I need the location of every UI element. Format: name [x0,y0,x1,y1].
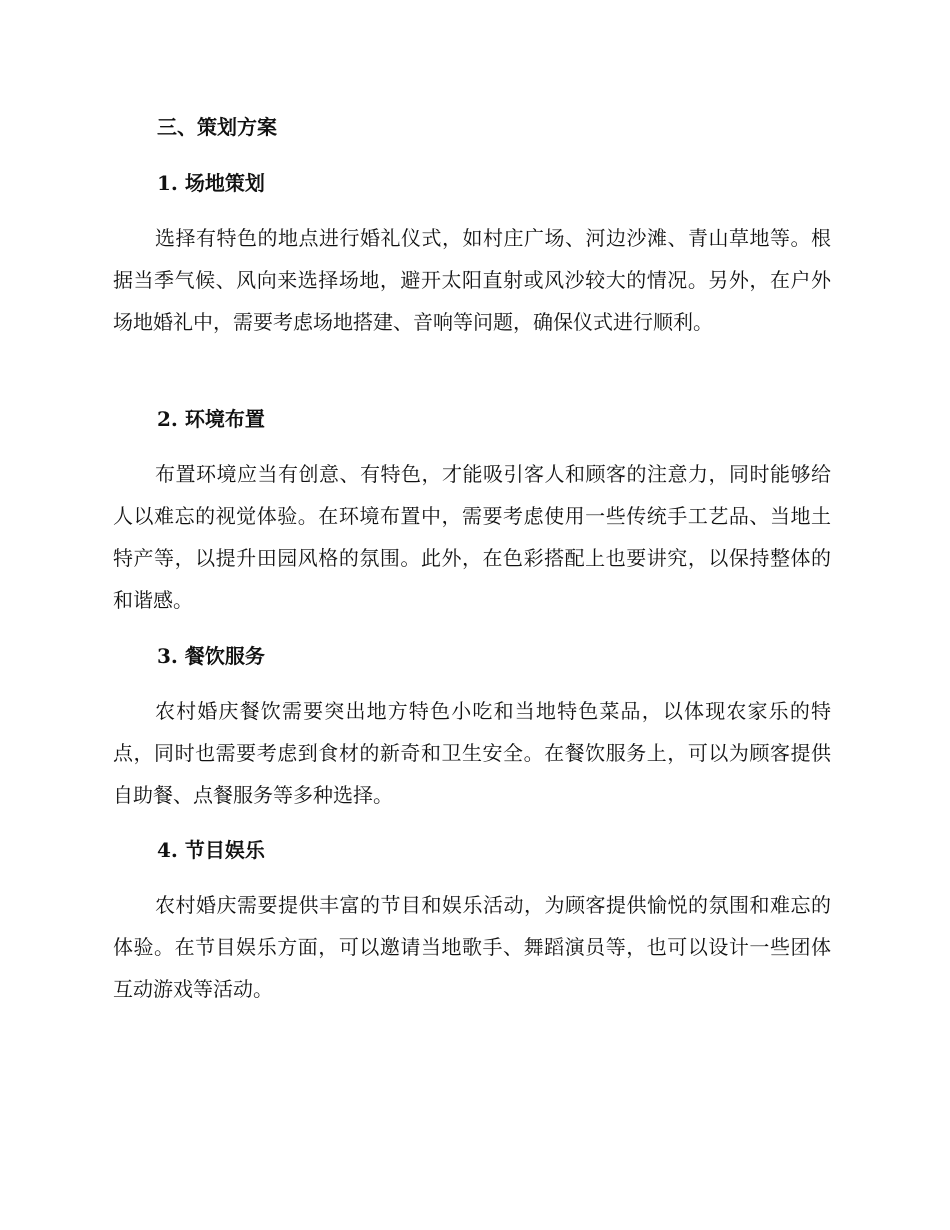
subsection-heading-decoration: 2. 环境布置 [157,407,265,431]
paragraph-entertainment: 农村婚庆需要提供丰富的节目和娱乐活动，为顾客提供愉悦的氛围和难忘的体验。在节目娱乐方面，可以邀请当地歌手、舞蹈演员等，也可以设计一些团体互动游戏等活动。 [113,893,831,1001]
subsection-heading-catering: 3. 餐饮服务 [157,644,265,668]
paragraph-catering: 农村婚庆餐饮需要突出地方特色小吃和当地特色菜品，以体现农家乐的特点，同时也需要考虑到食材的新奇和卫生安全。在餐饮服务上，可以为顾客提供自助餐、点餐服务等多种选择。 [113,699,831,807]
paragraph-decoration: 布置环境应当有创意、有特色，才能吸引客人和顾客的注意力，同时能够给人以难忘的视觉体验。在环境布置中，需要考虑使用一些传统手工艺品、当地土特产等，以提升田园风格的氛围。此外，在色彩搭配上也要讲究，以保持整体的和谐感。 [113,462,831,612]
subsection-heading-venue: 1. 场地策划 [157,171,265,195]
subsection-heading-entertainment: 4. 节目娱乐 [157,838,265,862]
paragraph-venue: 选择有特色的地点进行婚礼仪式，如村庄广场、河边沙滩、青山草地等。根据当季气候、风向来选择场地，避开太阳直射或风沙较大的情况。另外，在户外场地婚礼中，需要考虑场地搭建、音响等问题，确保仪式进行顺利。 [113,226,831,334]
section-title: 三、策划方案 [157,115,277,139]
